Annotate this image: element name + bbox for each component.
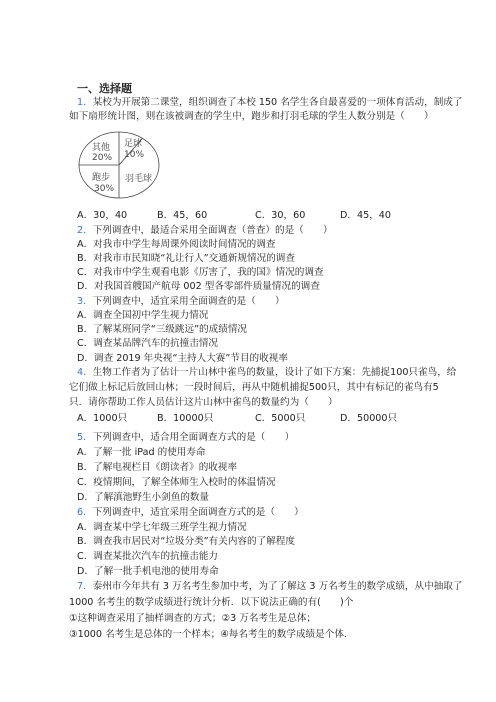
q2-number: 2． — [77, 225, 93, 236]
q1-line1: 1．某校为开展第二课堂，组织调查了本校 150 名学生各自最喜爱的一项体育活动，制成了 — [77, 97, 463, 108]
pie-label-run: 跑步 — [92, 173, 111, 183]
q2-option-b[interactable]: B．对我市市民知晓“礼让行人”交通新规情况的调查 — [77, 253, 295, 264]
q5-stem: 5．下列调查中，适合用全面调查方式的是（ ） — [77, 432, 295, 443]
q6-option-b[interactable]: B．调查我市居民对“垃圾分类”有关内容的了解程度 — [77, 536, 295, 547]
q6-stem: 6．下列调查中，适宜采用全面调查方式的是（ ） — [77, 507, 304, 518]
q3-number: 3． — [77, 296, 93, 307]
q1-options — [77, 209, 391, 222]
q7-line4: ③1000 名考生是总体的一个样本；④每名考生的数学成绩是个体. — [69, 629, 347, 640]
q3-option-c[interactable]: C．调查某品牌汽车的抗撞击情况 — [77, 338, 219, 349]
q4-option-c[interactable]: C．5000只 — [255, 413, 306, 424]
q2-stem: 2．下列调查中，最适合采用全面调查（普查）的是（ ） — [77, 225, 333, 236]
q1-number: 1． — [77, 97, 93, 108]
q6-option-c[interactable]: C．调查某批次汽车的抗撞击能力 — [77, 551, 219, 562]
pie-label-football: 足球 — [124, 139, 143, 149]
pie-label-badminton: 羽毛球 — [125, 174, 153, 184]
q2-option-d[interactable]: D．对我国首艘国产航母 002 型各零部件质量情况的调查 — [77, 281, 320, 292]
q7-line2: 1000 名考生的数学成绩进行统计分析．以下说法正确的有( )个 — [69, 597, 354, 608]
pie-pct-run: 30% — [94, 184, 115, 194]
q6-number: 6． — [77, 507, 93, 518]
q3-stem: 3．下列调查中，适宜采用全面调查的是（ ） — [77, 296, 285, 307]
q1-line2: 如下扇形统计图，则在该被调查的学生中，跑步和打羽毛球的学生人数分别是（ ） — [69, 111, 434, 122]
q4-option-a[interactable]: A．1000只 — [77, 413, 128, 424]
q1-option-d[interactable]: D．45，40 — [340, 210, 391, 221]
q7-line1: 7．泰州市今年共有 3 万名考生参加中考，为了了解这 3 万名考生的数学成绩，从中抽取了 — [77, 581, 463, 592]
pie-label-other: 其他 — [92, 143, 111, 153]
q2-option-a[interactable]: A．对我市中学生每周课外阅读时间情况的调查 — [77, 239, 276, 250]
q5-option-c[interactable]: C．疫情期间，了解全体师生入校时的体温情况 — [77, 477, 276, 488]
q3-option-b[interactable]: B．了解某班同学“三级跳远”的成绩情况 — [77, 324, 248, 335]
q7-line3: ①这种调查采用了抽样调查的方式；②3 万名考生是总体； — [69, 613, 317, 624]
q4-line3: 只．请你帮助工作人员估计这片山林中雀鸟的数量约为（ ） — [69, 397, 338, 408]
q4-line1: 4．生物工作者为了估计一片山林中雀鸟的数量，设计了如下方案：先捕捉100只雀鸟，给 — [77, 367, 457, 378]
q3-option-d[interactable]: D．调查 2019 年央视“主持人大赛”节目的收视率 — [77, 353, 288, 364]
q5-number: 5． — [77, 432, 93, 443]
q2-option-c[interactable]: C．对我市中学生观看电影《厉害了，我的国》情况的调查 — [77, 267, 324, 278]
q4-options — [77, 412, 397, 425]
q4-number: 4． — [77, 367, 93, 378]
q6-option-d[interactable]: D．了解一批手机电池的使用寿命 — [77, 566, 219, 577]
q4-option-d[interactable]: D．50000只 — [340, 413, 398, 424]
q3-option-a[interactable]: A．调查全国初中学生视力情况 — [77, 310, 209, 321]
q1-option-b[interactable]: B．45，60 — [157, 210, 208, 221]
pie-pct-football: 10% — [124, 150, 145, 160]
q4-line2: 它们做上标记后放回山林；一段时间后，再从中随机捕捉500只，其中有标记的雀鸟有5 — [69, 382, 439, 393]
q5-option-d[interactable]: D．了解滇池野生小剑鱼的数量 — [77, 492, 210, 503]
q1-option-c[interactable]: C．30，60 — [255, 210, 306, 221]
q1-pie-chart — [78, 131, 160, 199]
q1-option-a[interactable]: A．30，40 — [77, 210, 128, 221]
q6-option-a[interactable]: A．调查某中学七年级三班学生视力情况 — [77, 522, 247, 533]
q4-option-b[interactable]: B．10000只 — [157, 413, 214, 424]
q5-option-b[interactable]: B．了解电视栏目《朗读者》的收视率 — [77, 462, 238, 473]
q5-option-a[interactable]: A．了解一批 iPad 的使用寿命 — [77, 447, 206, 458]
section-title: 一、选择题 — [77, 82, 132, 95]
q7-number: 7． — [77, 581, 93, 592]
pie-pct-other: 20% — [92, 153, 113, 163]
